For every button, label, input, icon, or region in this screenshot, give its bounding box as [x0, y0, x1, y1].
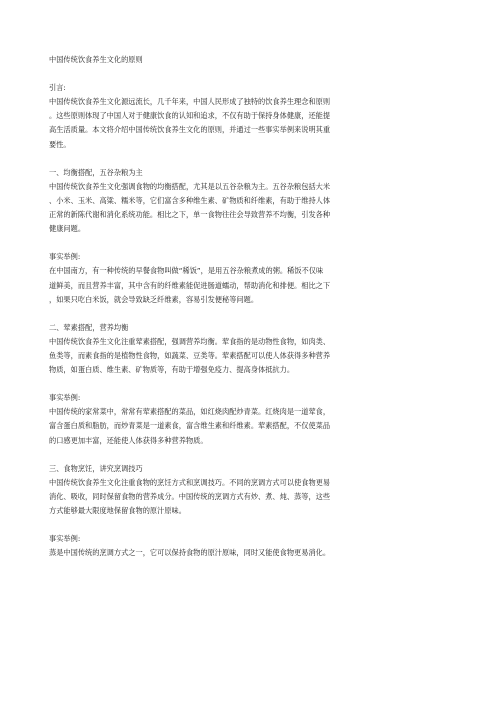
spacer — [49, 152, 447, 166]
section-2-example-line: 富含蛋白质和脂肪，而炒青菜是一道素食，富含维生素和纤维素。荤素搭配，不仅使菜品 — [49, 421, 331, 431]
spacer — [49, 448, 447, 462]
section-2-example-label: 事实举例: — [49, 393, 81, 403]
section-2-line: 物质，如蛋白质、维生素、矿物质等，有助于增强免疫力、提高身体抵抗力。 — [49, 365, 295, 375]
section-1-heading: 一、均衡搭配，五谷杂粮为主 — [49, 167, 143, 177]
section-3-example-line: 蒸是中国传统的烹调方式之一，它可以保持食物的原汁原味，同时又能使食物更易消化。 — [49, 548, 331, 558]
section-1-example-line: ，如果只吃白米饭，就会导致缺乏纤维素，容易引发便秘等问题。 — [49, 294, 259, 304]
section-2-line: 中国传统饮食养生文化注重荤素搭配，强调营养均衡。荤食指的是动物性食物，如肉类、 — [49, 336, 331, 346]
spacer — [49, 307, 447, 321]
spacer — [49, 236, 447, 250]
section-3-heading: 三、食物烹饪，讲究烹调技巧 — [49, 463, 143, 473]
spacer — [49, 67, 447, 81]
document-title: 中国传统饮食养生文化的原则 — [49, 55, 143, 64]
section-1-line: 中国传统饮食养生文化强调食物的均衡搭配，尤其是以五谷杂粮为主。五谷杂粮包括大米 — [49, 181, 331, 191]
spacer — [49, 518, 447, 532]
intro-line: 要性。 — [49, 139, 71, 149]
section-1-line: 正常的新陈代谢和消化系统功能。相比之下，单一食物往往会导致营养不均衡，引发各种 — [49, 210, 331, 220]
section-3-line: 方式能够最大限度地保留食物的原汁原味。 — [49, 506, 186, 515]
section-1-example-label: 事实举例: — [49, 252, 81, 262]
section-3-example-label: 事实举例: — [49, 534, 81, 544]
section-2-example-line: 中国传统的家常菜中，常常有荤素搭配的菜品，如红烧肉配炒青菜。红烧肉是一道荤食， — [49, 407, 331, 417]
section-2-line: 鱼类等，而素食指的是植物性食物，如蔬菜、豆类等。荤素搭配可以使人体获得多种营养 — [49, 350, 331, 360]
intro-line: 高生活质量。本文将介绍中国传统饮食养生文化的原则，并通过一些事实举例来说明其重 — [49, 125, 331, 135]
section-1-example-line: 在中国南方，有一种传统的早餐食物叫做“稀饭”，是用五谷杂粮煮成的粥。稀饭不仅味 — [49, 266, 324, 276]
spacer — [49, 377, 447, 391]
section-3-line: 中国传统饮食养生文化注重食物的烹饪方式和烹调技巧。不同的烹调方式可以使食物更易 — [49, 477, 331, 487]
section-3-line: 消化、吸收，同时保留食物的营养成分。中国传统的烹调方式有炒、煮、炖、蒸等，这些 — [49, 491, 331, 501]
section-2-example-line: 的口感更加丰富，还能使人体获得多种营养物质。 — [49, 435, 208, 445]
section-1-line: 、小米、玉米、高粱、糯米等，它们富含多种维生素、矿物质和纤维素，有助于维持人体 — [49, 195, 331, 205]
intro-label: 引言: — [49, 83, 66, 93]
section-2-heading: 二、荤素搭配，营养均衡 — [49, 322, 129, 332]
intro-line: 。这些原则体现了中国人对于健康饮食的认知和追求，不仅有助于保持身体健康，还能提 — [49, 111, 331, 121]
intro-line: 中国传统饮食养生文化源远流长，几千年来，中国人民形成了独特的饮食养生理念和原则 — [49, 97, 331, 107]
section-1-example-line: 道鲜美，而且营养丰富，其中含有的纤维素能促进肠道蠕动，帮助消化和排便。相比之下 — [49, 280, 331, 290]
section-1-line: 健康问题。 — [49, 224, 86, 234]
